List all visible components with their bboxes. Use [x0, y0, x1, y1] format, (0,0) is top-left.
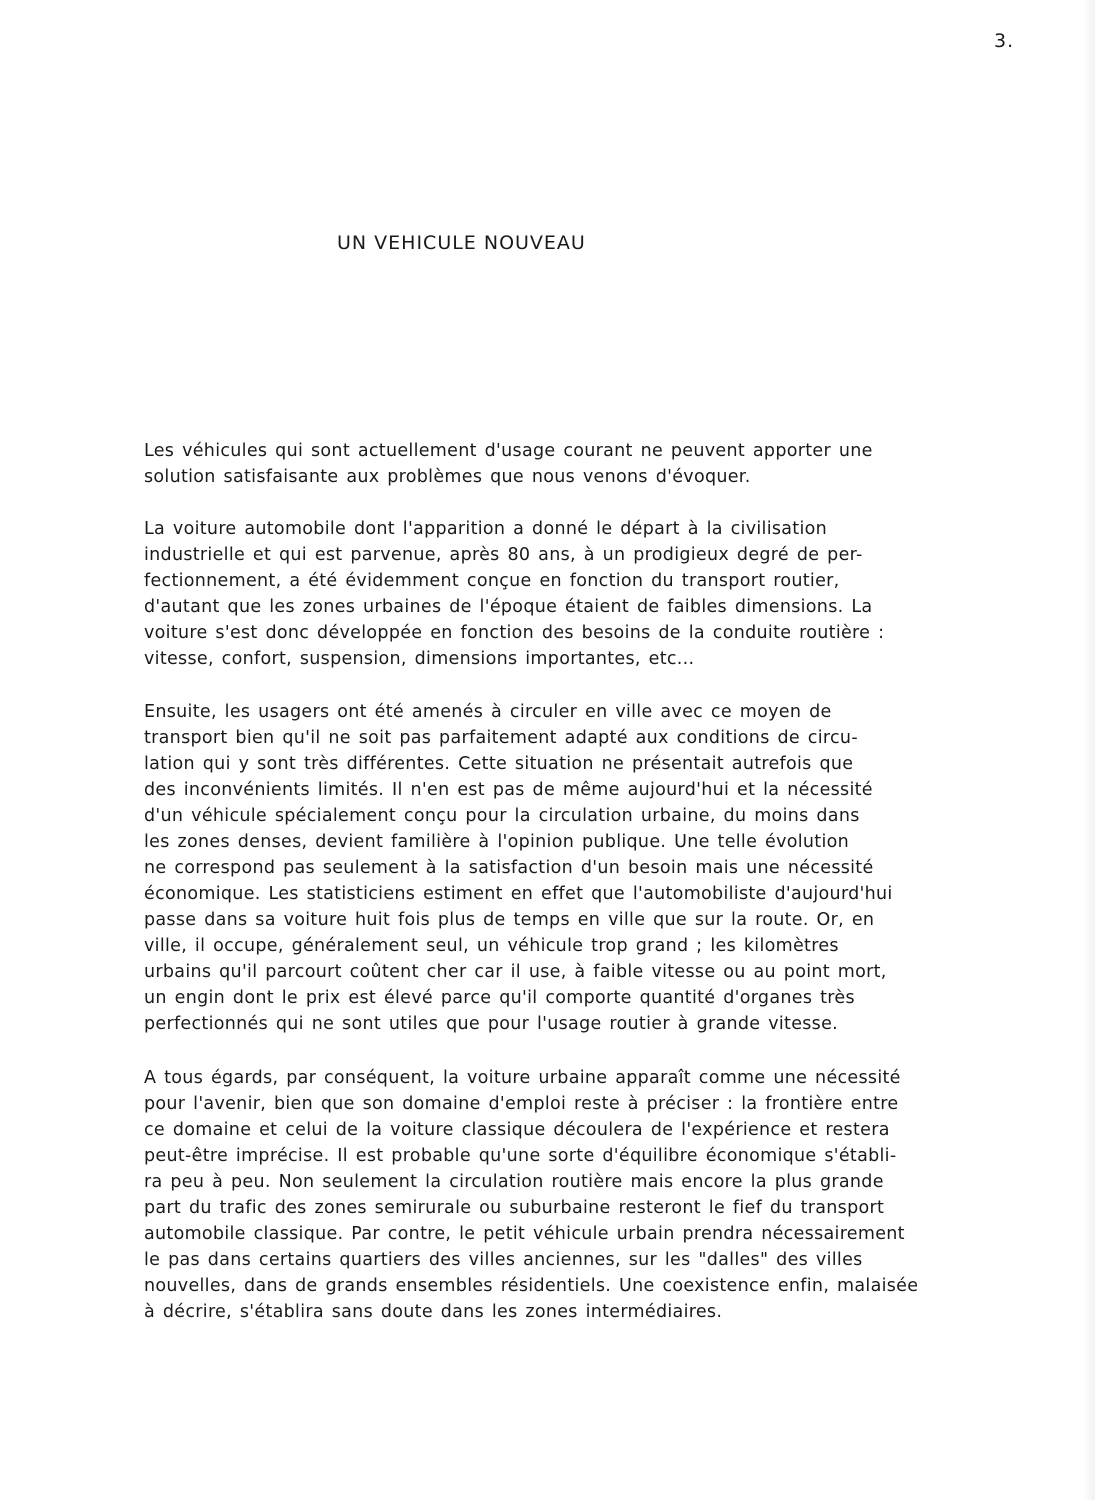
text-line: voiture s'est donc développée en fonction des besoins de la conduite routière : [144, 623, 885, 643]
paragraph-1 [144, 438, 873, 490]
text-line: lation qui y sont très différentes. Cette situation ne présentait autrefois que [144, 754, 854, 774]
text-line: d'un véhicule spécialement conçu pour la circulation urbaine, du moins dans [144, 806, 860, 826]
text-line: les zones denses, devient familière à l'opinion publique. Une telle évolution [144, 832, 850, 852]
text-line: ra peu à peu. Non seulement la circulation routière mais encore la plus grande [144, 1172, 884, 1192]
text-line: d'autant que les zones urbaines de l'époque étaient de faibles dimensions. La [144, 597, 873, 617]
text-line: nouvelles, dans de grands ensembles résidentiels. Une coexistence enfin, malaisée [144, 1276, 919, 1296]
text-line: pour l'avenir, bien que son domaine d'emploi reste à préciser : la frontière entre [144, 1094, 899, 1114]
text-line: ville, il occupe, généralement seul, un véhicule trop grand ; les kilomètres [144, 936, 839, 956]
text-line: perfectionnés qui ne sont utiles que pour l'usage routier à grande vitesse. [144, 1014, 839, 1034]
text-line: passe dans sa voiture huit fois plus de temps en ville que sur la route. Or, en [144, 910, 875, 930]
text-line: La voiture automobile dont l'apparition a donné le départ à la civilisation [144, 519, 828, 539]
paragraph-2 [144, 516, 884, 672]
text-line: ce domaine et celui de la voiture classique découlera de l'expérience et restera [144, 1120, 890, 1140]
text-line: vitesse, confort, suspension, dimensions importantes, etc... [144, 649, 695, 669]
page-number: 3. [994, 30, 1015, 52]
text-line: un engin dont le prix est élevé parce qu'il comporte quantité d'organes très [144, 988, 855, 1008]
paragraph-4 [144, 1065, 918, 1325]
text-line: Les véhicules qui sont actuellement d'usage courant ne peuvent apporter une [144, 441, 873, 461]
text-line: industrielle et qui est parvenue, après 80 ans, à un prodigieux degré de per- [144, 545, 863, 565]
text-line: A tous égards, par conséquent, la voiture urbaine apparaît comme une nécessité [144, 1068, 901, 1088]
text-line: économique. Les statisticiens estiment en effet que l'automobiliste d'aujourd'hui [144, 884, 893, 904]
text-line: urbains qu'il parcourt coûtent cher car il use, à faible vitesse ou au point mort, [144, 962, 887, 982]
text-line: peut-être imprécise. Il est probable qu'une sorte d'équilibre économique s'établi- [144, 1146, 897, 1166]
paragraph-3 [144, 699, 893, 1037]
text-line: solution satisfaisante aux problèmes que nous venons d'évoquer. [144, 467, 751, 487]
page-edge-shadow [1083, 0, 1095, 1500]
text-line: à décrire, s'établira sans doute dans les zones intermédiaires. [144, 1302, 723, 1322]
text-line: des inconvénients limités. Il n'en est pas de même aujourd'hui et la nécessité [144, 780, 873, 800]
text-line: fectionnement, a été évidemment conçue en fonction du transport routier, [144, 571, 840, 591]
section-title: UN VEHICULE NOUVEAU [337, 232, 586, 254]
text-line: ne correspond pas seulement à la satisfaction d'un besoin mais une nécessité [144, 858, 874, 878]
text-line: automobile classique. Par contre, le petit véhicule urbain prendra nécessairement [144, 1224, 905, 1244]
text-line: part du trafic des zones semirurale ou suburbaine resteront le fief du transport [144, 1198, 885, 1218]
text-line: Ensuite, les usagers ont été amenés à circuler en ville avec ce moyen de [144, 702, 832, 722]
text-line: le pas dans certains quartiers des villes anciennes, sur les "dalles" des villes [144, 1250, 863, 1270]
text-line: transport bien qu'il ne soit pas parfaitement adapté aux conditions de circu- [144, 728, 858, 748]
